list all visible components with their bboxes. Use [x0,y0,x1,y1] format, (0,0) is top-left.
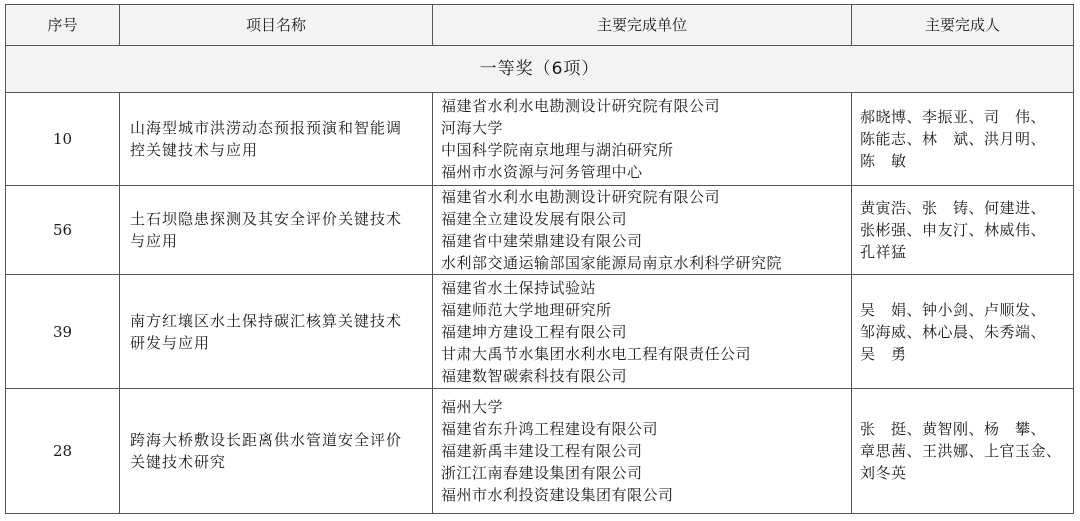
unit-line: 福建省中建荣鼎建设有限公司 [441,232,643,250]
table-row [6,275,1074,389]
table-body [6,46,1074,514]
unit-line: 福州市水资源与河务管理中心 [441,163,643,181]
row-persons [852,186,1074,275]
row-project-name [120,93,433,186]
person-line: 刘冬英 [860,464,907,482]
project-name-line: 跨海大桥敷设长距离供水管道安全评价 [130,431,403,449]
row-no: 28 [6,389,120,514]
person-line: 张彬强、申友汀、林威伟、 [860,221,1047,239]
project-name-line: 研发与应用 [130,333,211,352]
unit-line: 河海大学 [441,119,504,137]
unit-line: 福建坤方建设工程有限公司 [441,322,628,341]
unit-line: 福建全立建设发展有限公司 [441,210,628,228]
unit-line: 福建师范大学地理研究所 [441,300,612,319]
project-name-line: 关键技术研究 [130,453,227,471]
person-line: 邹海威、林心晨、朱秀端、 [860,322,1047,341]
unit-line: 福州市水利投资建设集团有限公司 [441,486,674,504]
table-row [6,93,1074,186]
row-no: 56 [6,186,120,275]
row-units [433,389,852,514]
row-persons [852,389,1074,514]
unit-line: 福州大学 [441,398,504,416]
unit-line: 浙江江南春建设集团有限公司 [441,464,643,482]
person-line: 陈能志、林 斌、洪月明、 [860,130,1047,148]
project-name-line: 土石坝隐患探测及其安全评价关键技术 [130,210,403,228]
table-row [6,389,1074,514]
row-project-name [120,275,433,389]
unit-line: 水利部交通运输部国家能源局南京水利科学研究院 [441,254,783,272]
person-line: 孔祥猛 [860,243,907,261]
table-row [6,186,1074,275]
unit-line: 甘肃大禹节水集团水利水电工程有限责任公司 [441,344,752,363]
project-name-line: 山海型城市洪涝动态预报预演和智能调 [130,119,403,137]
row-persons [852,275,1074,389]
header-completing-person: 主要完成人 [852,5,1074,46]
unit-line: 福建省水利水电勘测设计研究院有限公司 [441,97,721,115]
row-project-name [120,389,433,514]
header-project-name: 项目名称 [120,5,433,46]
row-project-name [120,186,433,275]
person-line: 张 挺、黄智刚、杨 攀、 [860,420,1047,438]
unit-line: 中国科学院南京地理与湖泊研究所 [441,141,674,159]
table-header [6,5,1074,46]
row-no: 10 [6,93,120,186]
project-name-line: 与应用 [130,232,179,250]
unit-line: 福建省水利水电勘测设计研究院有限公司 [441,188,721,206]
project-name-line: 控关键技术与应用 [130,141,259,159]
header-no: 序号 [6,5,120,46]
person-line: 吴 勇 [860,344,907,363]
award-table [5,4,1074,514]
row-units [433,93,852,186]
unit-line: 福建新禹丰建设工程有限公司 [441,442,643,460]
group-row [6,46,1074,93]
person-line: 陈 敏 [860,152,907,170]
unit-line: 福建数智碳索科技有限公司 [441,366,628,385]
header-completing-unit: 主要完成单位 [433,5,852,46]
row-units [433,186,852,275]
row-persons [852,93,1074,186]
group-title: 一等奖（6项） [6,46,1074,93]
person-line: 郝晓博、李振亚、司 伟、 [860,108,1047,126]
project-name-line: 南方红壤区水土保持碳汇核算关键技术 [130,311,403,330]
row-no: 39 [6,275,120,389]
unit-line: 福建省东升鸿工程建设有限公司 [441,420,659,438]
person-line: 黄寅浩、张 铸、何建进、 [860,199,1047,217]
unit-line: 福建省水土保持试验站 [441,278,597,297]
person-line: 章思茜、王洪娜、上官玉金、 [860,442,1062,460]
row-units [433,275,852,389]
header-row [6,5,1074,46]
person-line: 吴 娟、钟小剑、卢顺发、 [860,300,1047,319]
